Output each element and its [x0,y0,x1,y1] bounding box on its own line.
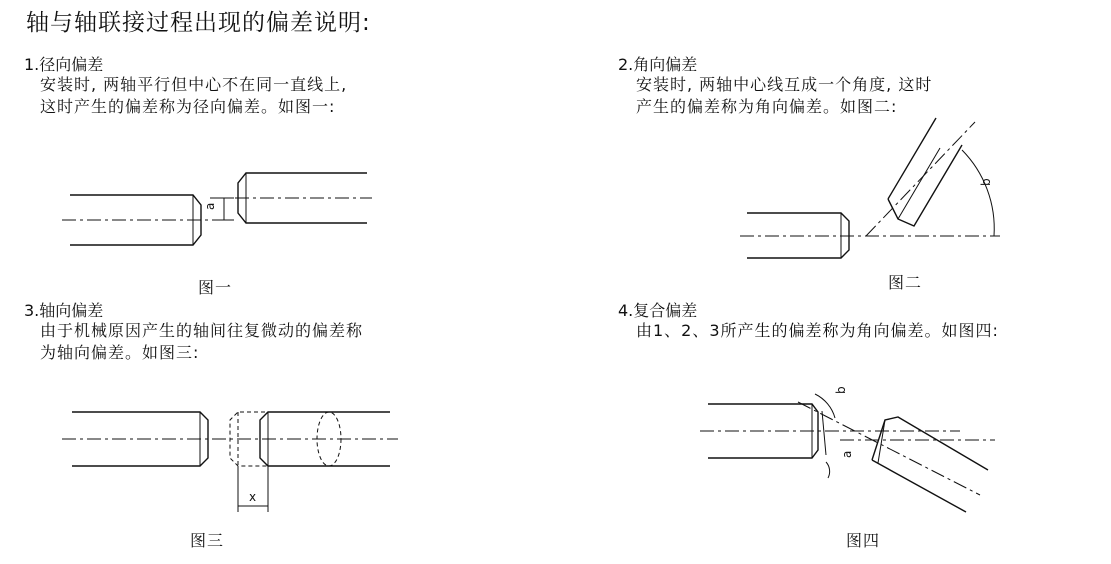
section-4-line-1: 由1、2、3所产生的偏差称为角向偏差。如图四: [636,321,999,340]
fig1-label-a: a [203,202,217,210]
figure-2-caption: 图二 [888,273,923,292]
section-2-heading: 2.角向偏差 [618,55,698,74]
fig2-tilted-shaft-chamfer [898,148,940,219]
section-1-line-1: 安装时, 两轴平行但中心不在同一直线上, [40,75,348,94]
fig4-tilted-shaft-edge [872,460,966,512]
section-3-heading: 3.轴向偏差 [24,301,104,320]
section-1-line-2: 这时产生的偏差称为径向偏差。如图一: [40,97,336,116]
fig2-tilted-shaft [888,145,962,226]
fig4-label-b: b [834,386,848,394]
fig2-tilted-shaft-edge [888,118,936,199]
figure-1-radial-deviation [62,173,372,245]
fig4-angle-arc [826,462,830,478]
figure-4-caption: 图四 [846,531,881,550]
fig4-label-a: a [840,450,854,458]
fig4-tilted-shaft-chamfer [878,420,885,463]
fig2-label-b: b [979,178,993,186]
section-3-line-1: 由于机械原因产生的轴间往复微动的偏差称 [40,321,364,340]
figure-2-angular-deviation [740,118,1000,258]
fig4-dim-line [822,411,826,455]
section-2-line-1: 安装时, 两轴中心线互成一个角度, 这时 [636,75,933,94]
figure-3-axial-deviation [62,412,398,512]
fig2-tilted-centerline [866,122,975,236]
figure-3-caption: 图三 [190,531,225,550]
page-title: 轴与轴联接过程出现的偏差说明: [26,10,371,36]
fig4-tilted-shaft [872,417,988,470]
fig3-axial-dimension [238,466,268,512]
fig2-angle-arc [962,150,994,236]
section-3-line-2: 为轴向偏差。如图三: [40,343,200,362]
section-2-line-2: 产生的偏差称为角向偏差。如图二: [636,97,898,116]
figure-4-compound-deviation [700,386,995,512]
section-4-heading: 4.复合偏差 [618,301,698,320]
fig3-label-x: x [249,490,257,504]
section-1-heading: 1.径向偏差 [24,55,104,74]
figure-1-caption: 图一 [198,278,233,297]
